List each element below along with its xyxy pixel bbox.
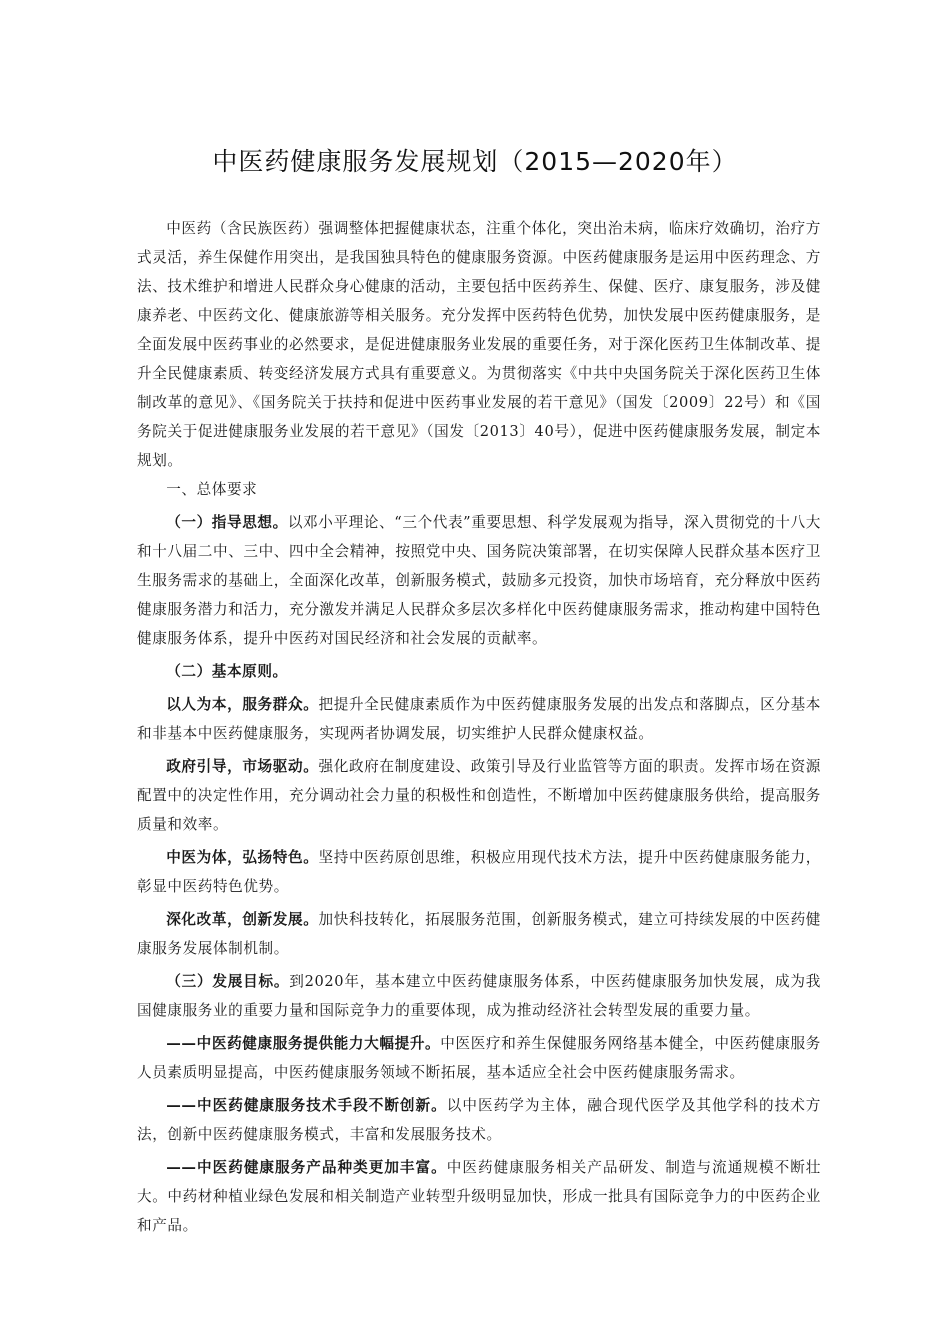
paragraph-text: 强化政府在制度建设、政策引导及行业监管等方面的职责。发挥市场在资源配置中的决定性作用，充分调动社会力量的积极性和创造性，不断增加中医药健康服务供给，提高服务质量和效率。 [137, 758, 821, 833]
paragraph-heading: （二）基本原则。 [166, 663, 288, 680]
principle-paragraph [137, 843, 821, 901]
goal-item-paragraph [137, 1029, 821, 1087]
section-heading: 一、总体要求 [166, 481, 258, 498]
paragraph-heading: ——中医药健康服务提供能力大幅提升。 [166, 1035, 441, 1052]
paragraph-heading: ——中医药健康服务技术手段不断创新。 [166, 1097, 447, 1114]
paragraph-text: 到2020年，基本建立中医药健康服务体系，中医药健康服务加快发展，成为我国健康服务业的重要力量和国际竞争力的重要体现，成为推动经济社会转型发展的重要力量。 [137, 973, 821, 1019]
paragraph-heading: （一）指导思想。 [166, 514, 288, 531]
paragraph-text: 中医药健康服务相关产品研发、制造与流通规模不断壮大。中药材种植业绿色发展和相关制造产业转型升级明显加快，形成一批具有国际竞争力的中医药企业和产品。 [137, 1159, 821, 1234]
basic-principles-paragraph [137, 657, 821, 686]
paragraph-text: 加快科技转化，拓展服务范围，创新服务模式，建立可持续发展的中医药健康服务发展体制机制。 [137, 911, 821, 957]
intro-paragraph: 中医药（含民族医药）强调整体把握健康状态，注重个体化，突出治未病，临床疗效确切，治疗方式灵活，养生保健作用突出，是我国独具特色的健康服务资源。中医药健康服务是运用中医药理念、方法、技术维护和增进人民群众身心健康的活动，主要包括中医药养生、保健、医疗、康复服务，涉及健康养老、中医药文化、健康旅游等相关服务。充分发挥中医药特色优势，加快发展中医药健康服务，是全面发展中医药事业的必然要求，是促进健康服务业发展的重要任务，对于深化医药卫生体制改革、提升全民健康素质、转变经济发展方式具有重要意义。为贯彻落实《中共中央国务院关于深化医药卫生体制改革的意见》、《国务院关于扶持和促进中医药事业发展的若干意见》（国发〔2009〕22号）和《国务院关于促进健康服务业发展的若干意见》（国发〔2013〕40号），促进中医药健康服务发展，制定本规划。 [137, 220, 821, 469]
development-goals-paragraph [137, 967, 821, 1025]
paragraph-text: 以邓小平理论、“三个代表”重要思想、科学发展观为指导，深入贯彻党的十八大和十八届二中、三中、四中全会精神，按照党中央、国务院决策部署，在切实保障人民群众基本医疗卫生服务需求的基础上，全面深化改革，创新服务模式，鼓励多元投资，加快市场培育，充分释放中医药健康服务潜力和活力，充分激发并满足人民群众多层次多样化中医药健康服务需求，推动构建中国特色健康服务体系，提升中医药对国民经济和社会发展的贡献率。 [137, 514, 821, 647]
principle-paragraph [137, 905, 821, 963]
goal-item-paragraph [137, 1153, 821, 1240]
paragraph-heading: 政府引导，市场驱动。 [166, 758, 319, 775]
paragraph-heading: 深化改革，创新发展。 [166, 911, 319, 928]
paragraph-heading: （三）发展目标。 [166, 973, 290, 990]
goal-item-paragraph [137, 1091, 821, 1149]
principle-paragraph [137, 690, 821, 748]
paragraph-heading: 以人为本，服务群众。 [166, 696, 319, 713]
paragraph-heading: ——中医药健康服务产品种类更加丰富。 [166, 1159, 447, 1176]
paragraph-text: 以中医药学为主体，融合现代医学及其他学科的技术方法，创新中医药健康服务模式，丰富和发展服务技术。 [137, 1097, 821, 1143]
principle-paragraph [137, 752, 821, 839]
paragraph-text: 把提升全民健康素质作为中医药健康服务发展的出发点和落脚点，区分基本和非基本中医药健康服务，实现两者协调发展，切实维护人民群众健康权益。 [137, 696, 821, 742]
paragraph-text: 坚持中医药原创思维，积极应用现代技术方法，提升中医药健康服务能力，彰显中医药特色优势。 [137, 849, 821, 895]
paragraph-text: 中医医疗和养生保健服务网络基本健全，中医药健康服务人员素质明显提高，中医药健康服务领域不断拓展，基本适应全社会中医药健康服务需求。 [137, 1035, 821, 1081]
guiding-thought-paragraph [137, 508, 821, 653]
paragraph-heading: 中医为体，弘扬特色。 [166, 849, 319, 866]
document-body [137, 214, 821, 1240]
document-title: 中医药健康服务发展规划（2015—2020年） [212, 147, 738, 176]
